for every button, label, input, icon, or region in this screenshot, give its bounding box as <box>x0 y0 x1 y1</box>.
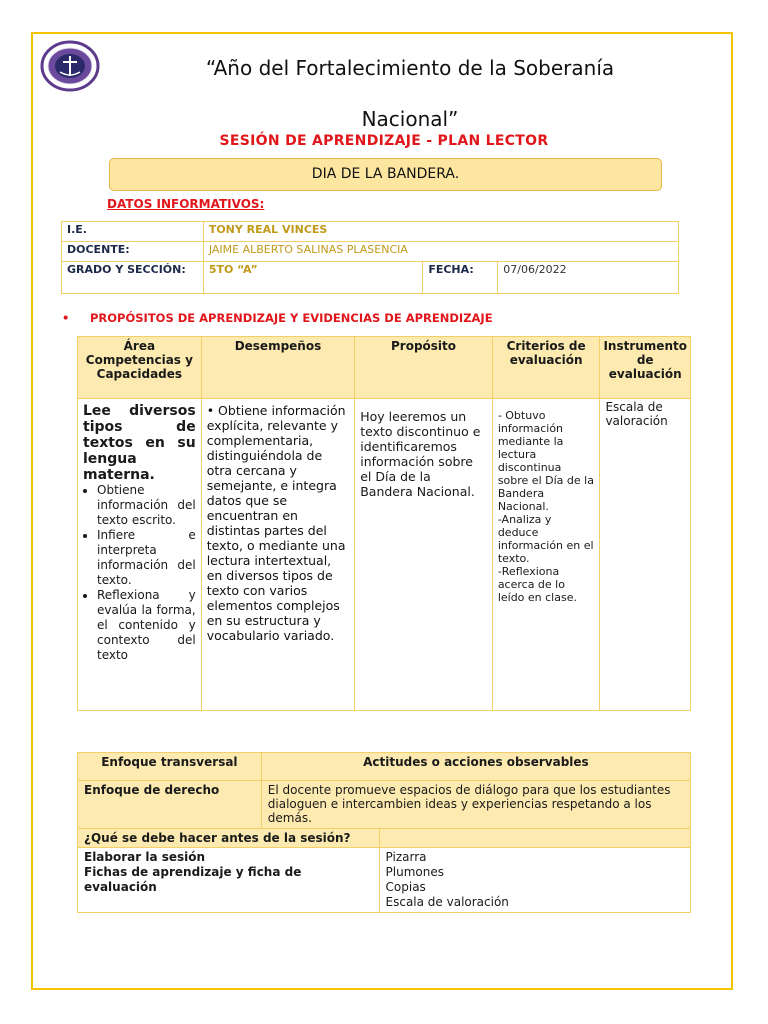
criterios-cell <box>492 399 600 711</box>
actitudes-header: Actitudes o acciones observables <box>261 753 690 781</box>
capacidades-list <box>83 483 196 663</box>
enfoque-header: Enfoque transversal <box>78 753 262 781</box>
datos-label: DATOS INFORMATIVOS: <box>107 197 265 211</box>
enfoque-table <box>77 752 691 913</box>
list-item: Elaborar la sesión <box>84 850 206 864</box>
competencies-table <box>77 336 691 711</box>
table-header-row <box>78 753 691 781</box>
docente-label: DOCENTE: <box>62 242 204 262</box>
competencia-cell <box>78 399 202 711</box>
fecha-label: FECHA: <box>423 262 498 294</box>
ie-value: TONY REAL VINCES <box>203 222 678 242</box>
proposito-cell: Hoy leeremos un texto discontinuo e identificaremos información sobre el Día de la Bandera Nacional. <box>355 399 493 711</box>
criterio-item: -Reflexiona acerca de lo leído en clase. <box>497 565 577 604</box>
grado-value: 5TO “A” <box>203 262 423 294</box>
col-header-criterios: Criterios de evaluación <box>492 337 600 399</box>
table-row <box>62 262 679 294</box>
list-item: • Obtiene información del texto escrito. <box>97 483 196 528</box>
col-header-instrumento: Instrumento de evaluación <box>600 337 691 399</box>
session-title: SESIÓN DE APRENDIZAJE - PLAN LECTOR <box>219 133 549 149</box>
table-row <box>78 781 691 829</box>
table-row <box>62 222 679 242</box>
purpose-title-text: PROPÓSITOS DE APRENDIZAJE Y EVIDENCIAS DE APRENDIZAJE <box>90 311 493 325</box>
antes-title-filler <box>379 829 690 848</box>
criterio-item: - Obtuvo información mediante la lectura discontinua sobre el Día de la Bandera Nacional. <box>497 409 594 513</box>
list-item: Copias <box>385 880 426 894</box>
antes-right-cell <box>379 848 690 913</box>
docente-value: JAIME ALBERTO SALINAS PLASENCIA <box>203 242 678 262</box>
bullet-marker: • <box>62 311 70 325</box>
table-header-row <box>78 337 691 399</box>
fecha-value: 07/06/2022 <box>498 262 679 294</box>
table-row <box>78 829 691 848</box>
list-item: Plumones <box>385 865 444 879</box>
table-row <box>78 848 691 913</box>
title-line-1: “Año del Fortalecimiento de la Soberanía <box>205 56 615 80</box>
col-header-area: Área Competencias y Capacidades <box>78 337 202 399</box>
title-line-2: Nacional” <box>361 107 459 131</box>
list-item: Fichas de aprendizaje y ficha de evaluación <box>84 865 302 894</box>
list-item: Escala de valoración <box>385 895 509 909</box>
col-header-desempenos: Desempeños <box>201 337 355 399</box>
enfoque-name: Enfoque de derecho <box>78 781 262 829</box>
criterio-item: -Analiza y deduce información en el texto. <box>497 513 594 565</box>
ie-label: I.E. <box>62 222 204 242</box>
col-header-proposito: Propósito <box>355 337 493 399</box>
competencia-text: Lee diversos tipos de textos en su lengua materna. <box>83 403 196 483</box>
list-item: • Infiere e interpreta información del texto. <box>97 528 196 588</box>
purpose-section-title <box>62 311 493 325</box>
list-item: Pizarra <box>385 850 427 864</box>
grado-label: GRADO Y SECCIÓN: <box>62 262 204 294</box>
desempeno-cell: • Obtiene información explícita, relevante y complementaria, distinguiéndola de otra cercana y semejante, e integra datos que se encuentran en distintas partes del texto, o mediante una lectura intertextual, en diversos tipos de texto con varios elementos complejos en su estructura y vocabulario variado. <box>201 399 355 711</box>
instrumento-cell: Escala de valoración <box>600 399 691 711</box>
antes-left-cell <box>78 848 380 913</box>
info-table <box>61 221 679 294</box>
list-item: • Reflexiona y evalúa la forma, el contenido y contexto del texto <box>97 588 196 663</box>
antes-title: ¿Qué se debe hacer antes de la sesión? <box>78 829 380 848</box>
session-banner: DIA DE LA BANDERA. <box>109 158 662 191</box>
enfoque-text: El docente promueve espacios de diálogo para que los estudiantes dialoguen e intercambien ideas y experiencias respetando a los demás. <box>261 781 690 829</box>
document-title <box>150 43 670 145</box>
table-row <box>78 399 691 711</box>
table-row <box>62 242 679 262</box>
school-logo <box>40 40 100 92</box>
